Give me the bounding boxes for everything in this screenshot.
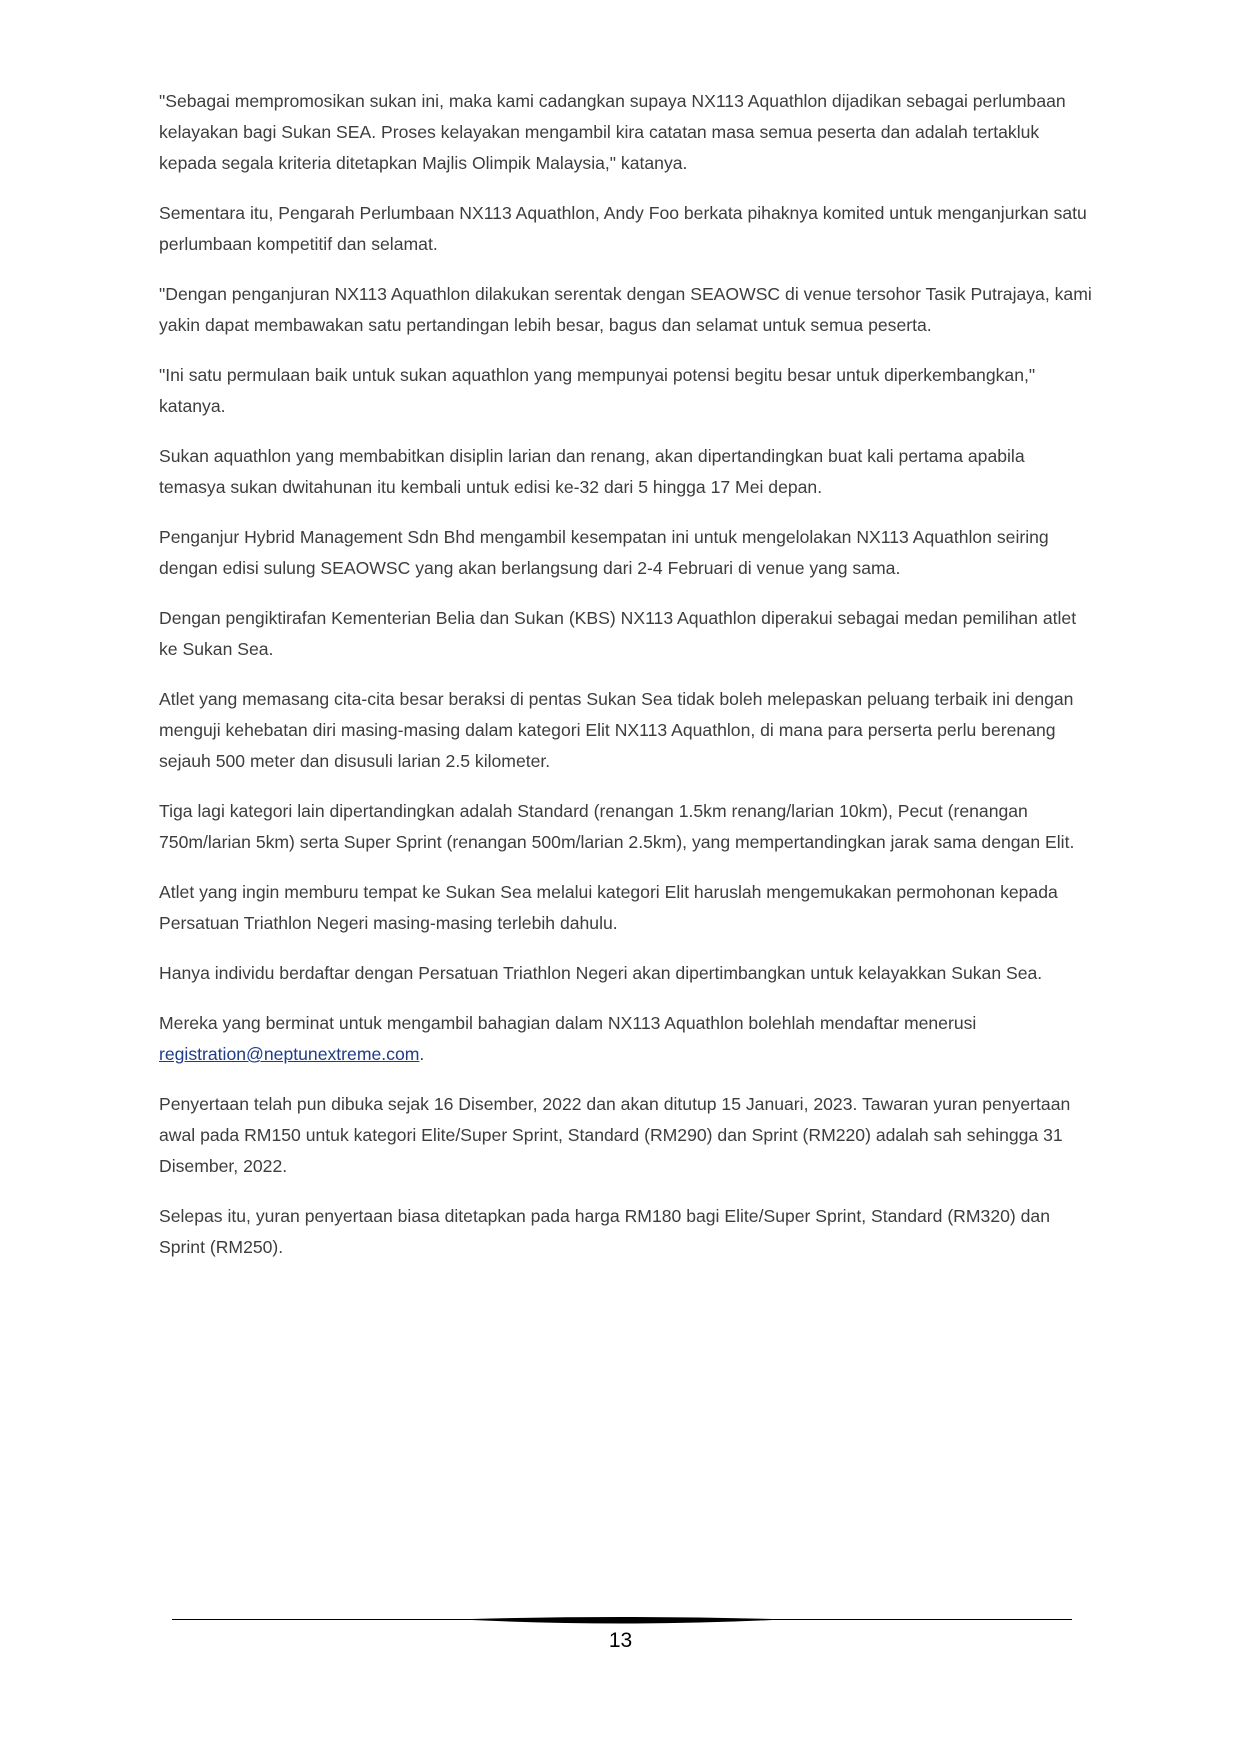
- paragraph-race-director: Sementara itu, Pengarah Perlumbaan NX113 Aquathlon, Andy Foo berkata pihaknya komited untuk menganjurkan satu perlumbaan kompetitif dan selamat.: [159, 203, 1087, 254]
- paragraph-early-fees: Penyertaan telah pun dibuka sejak 16 Disember, 2022 dan akan ditutup 15 Januari, 2023. Tawaran yuran penyertaan awal pada RM150 untuk kategori Elite/Super Sprint, Standard (RM290) dan Sprint (RM220) adalah sah sehingga 31 Disember, 2022.: [159, 1094, 1071, 1176]
- paragraph-other-categories: Tiga lagi kategori lain dipertandingkan adalah Standard (renangan 1.5km renang/larian 10km), Pecut (renangan 750m/larian 5km) serta Super Sprint (renangan 500m/larian 2.5km), yang mempertandingkan jarak sama dengan Elit.: [159, 801, 1075, 852]
- paragraph-application: Atlet yang ingin memburu tempat ke Sukan Sea melalui kategori Elit haruslah mengemukakan permohonan kepada Persatuan Triathlon Negeri masing-masing terlebih dahulu.: [159, 882, 1058, 933]
- paragraph-sea-games-debut: Sukan aquathlon yang membabitkan disiplin larian dan renang, akan dipertandingkan buat kali pertama apabila temasya sukan dwitahunan itu kembali untuk edisi ke-32 dari 5 hingga 17 Mei depan.: [159, 446, 1025, 497]
- paragraph-kbs-recognition: Dengan pengiktirafan Kementerian Belia dan Sukan (KBS) NX113 Aquathlon diperakui sebagai medan pemilihan atlet ke Sukan Sea.: [159, 608, 1077, 659]
- registration-text: Mereka yang berminat untuk mengambil bahagian dalam NX113 Aquathlon bolehlah mendaftar menerusi: [159, 1013, 977, 1033]
- paragraph-elite-category: Atlet yang memasang cita-cita besar beraksi di pentas Sukan Sea tidak boleh melepaskan peluang terbaik ini dengan menguji kehebatan diri masing-masing dalam kategori Elit NX113 Aquathlon, di mana para perserta perlu berenang sejauh 500 meter dan disusuli larian 2.5 kilometer.: [159, 689, 1074, 771]
- paragraph-quote-organisation: "Dengan penganjuran NX113 Aquathlon dilakukan serentak dengan SEAOWSC di venue tersohor Tasik Putrajaya, kami yakin dapat membawakan satu pertandingan lebih besar, bagus dan selamat untuk semua peserta.: [159, 284, 1092, 335]
- footer-divider: [172, 1614, 1072, 1628]
- paragraph-eligibility: Hanya individu berdaftar dengan Persatuan Triathlon Negeri akan dipertimbangkan untuk kelayakkan Sukan Sea.: [159, 963, 1043, 983]
- paragraph-organiser: Penganjur Hybrid Management Sdn Bhd mengambil kesempatan ini untuk mengelolakan NX113 Aquathlon seiring dengan edisi sulung SEAOWSC yang akan berlangsung dari 2-4 Februari di venue yang sama.: [159, 527, 1049, 578]
- paragraph-registration: [159, 1008, 1094, 1070]
- article-body: [159, 86, 1094, 1282]
- registration-email-link[interactable]: registration@neptunextreme.com: [159, 1044, 420, 1064]
- paragraph-quote-qualification: "Sebagai mempromosikan sukan ini, maka kami cadangkan supaya NX113 Aquathlon dijadikan sebagai perlumbaan kelayakan bagi Sukan SEA. Proses kelayakan mengambil kira catatan masa semua peserta dan adalah tertakluk kepada segala kriteria ditetapkan Majlis Olimpik Malaysia," katanya.: [159, 91, 1066, 173]
- page-number: 13: [608, 1629, 633, 1652]
- registration-suffix: .: [419, 1044, 425, 1064]
- paragraph-regular-fees: Selepas itu, yuran penyertaan biasa ditetapkan pada harga RM180 bagi Elite/Super Sprint, Standard (RM320) dan Sprint (RM250).: [159, 1206, 1051, 1257]
- paragraph-quote-potential: "Ini satu permulaan baik untuk sukan aquathlon yang mempunyai potensi begitu besar untuk diperkembangkan," katanya.: [159, 365, 1036, 416]
